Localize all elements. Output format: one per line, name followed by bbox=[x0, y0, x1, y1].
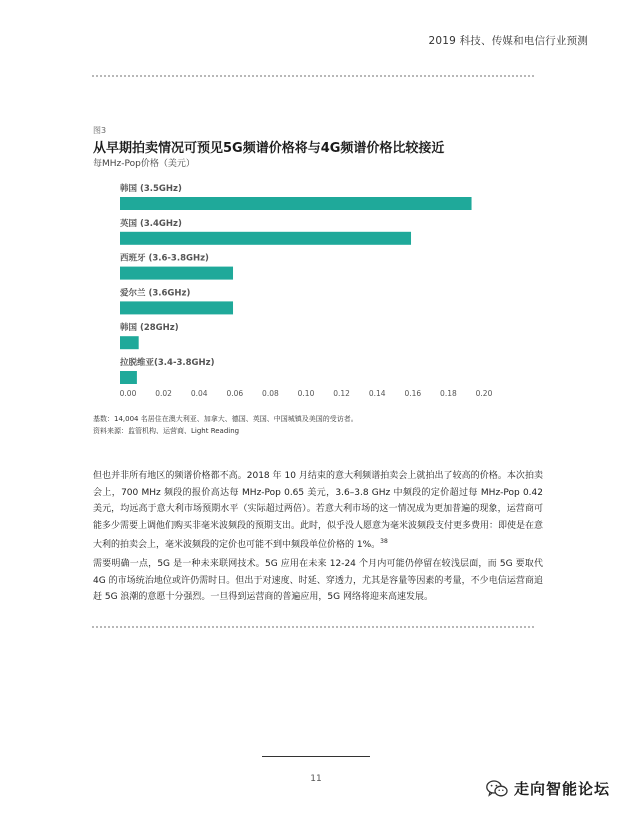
category-label: 英国 (3.4GHz) bbox=[120, 218, 182, 229]
body-paragraph-2: 需要明确一点，5G 是一种未来联网技术。5G 应用在未来 12-24 个月内可能仍停留在较浅层面，而 5G 要取代 4G 的市场统治地位或许仍需时日。但出于对速度、时延、穿透力，尤其是容量等因素的考量，不少电信运营商追赶 5G 浪潮的意愿十分强烈。一旦得到运营商的普遍应用，5G 网络将迎来高速发展。 bbox=[93, 559, 543, 602]
x-tick-label: 0.10 bbox=[297, 389, 315, 398]
bottom-divider bbox=[92, 626, 534, 628]
x-tick-label: 0.14 bbox=[368, 389, 386, 398]
category-label: 韩国 (28GHz) bbox=[120, 323, 179, 334]
figure-title: 从早期拍卖情况可预见5G频谱价格将与4G频谱价格比较接近 bbox=[93, 141, 445, 156]
x-tick-label: 0.12 bbox=[333, 389, 350, 398]
category-label: 爱尔兰 (3.6GHz) bbox=[120, 288, 191, 299]
x-tick-label: 0.06 bbox=[226, 389, 244, 398]
x-tick-label: 0.00 bbox=[119, 389, 137, 398]
wechat-icon bbox=[486, 780, 508, 798]
page-number: 11 bbox=[310, 774, 322, 784]
watermark bbox=[486, 778, 610, 799]
bar bbox=[120, 371, 137, 384]
x-tick-label: 0.20 bbox=[475, 389, 493, 398]
footnote-reference: 38 bbox=[380, 538, 388, 545]
bar bbox=[120, 267, 233, 280]
body-paragraph-1-text: 但也并非所有地区的频谱价格都不高。2018 年 10 月结束的意大利频谱拍卖会上就拍出了较高的价格。本次拍卖会上，700 MHz 频段的报价高达每 MHz-Pop 0.65 美元，3.6–3.8 GHz 中频段的定价超过每 MHz-Pop 0.42 美元，均远高于意大利市场预期水平（实际超过两倍）。若意大利市场的这一情况成为更加普遍的现象，运营商可能多少需要上调他们购买非毫米波频段的预期支出。此时，似乎没人愿意为毫米波频段支付更多费用：即使是在意大利的拍卖会上，毫米波频段的定价也可能不到中频段单位价格的 1%。 bbox=[93, 471, 544, 550]
category-label: 拉脱维亚(3.4-3.8GHz) bbox=[120, 358, 215, 368]
figure-label: 图3 bbox=[93, 126, 107, 135]
x-tick-label: 0.16 bbox=[404, 389, 422, 398]
x-tick-label: 0.04 bbox=[190, 389, 208, 398]
x-tick-label: 0.18 bbox=[440, 389, 457, 398]
bar bbox=[120, 301, 233, 314]
figure-basis-note: 基数：14,004 名居住在澳大利亚、加拿大、德国、英国、中国城镇及美国的受访者。 bbox=[93, 415, 358, 423]
body-paragraph-1 bbox=[93, 468, 543, 554]
x-tick-label: 0.08 bbox=[262, 389, 279, 398]
page-header-title: 2019 科技、传媒和电信行业预测 bbox=[428, 35, 588, 47]
x-tick-label: 0.02 bbox=[155, 389, 172, 398]
footer-rule bbox=[262, 756, 370, 757]
category-label: 韩国 (3.5GHz) bbox=[120, 184, 182, 194]
bar bbox=[120, 232, 411, 245]
bar bbox=[120, 336, 139, 349]
category-label: 西班牙 (3.6-3.8GHz) bbox=[120, 253, 209, 264]
watermark-text: 走向智能论坛 bbox=[514, 780, 611, 798]
figure-source-note: 资料来源：监管机构、运营商、Light Reading bbox=[93, 427, 240, 435]
bar bbox=[120, 197, 472, 210]
figure-subtitle: 每MHz-Pop价格（美元） bbox=[93, 159, 195, 169]
